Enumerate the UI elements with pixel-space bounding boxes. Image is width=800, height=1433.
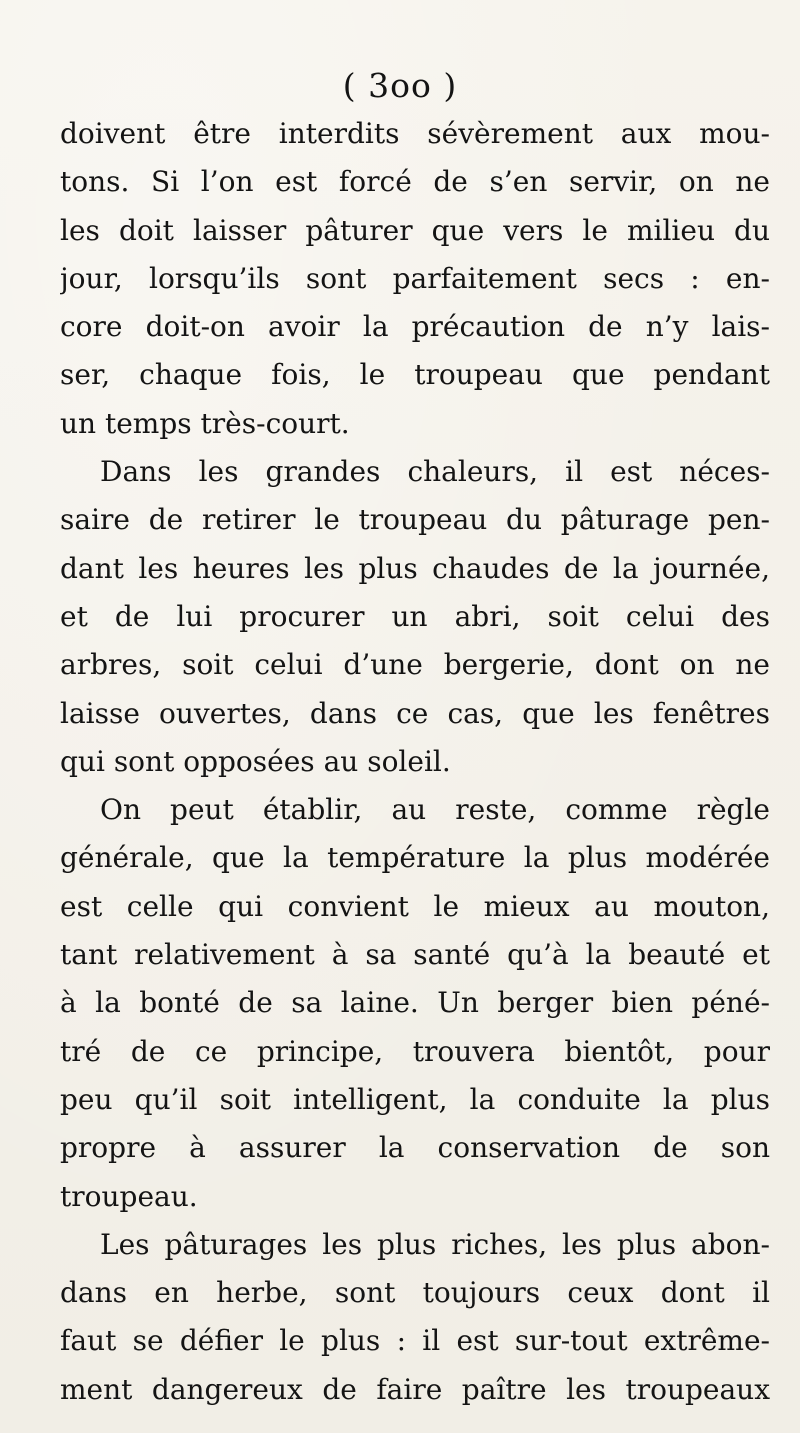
text-line: les doit laisser pâturer que vers le milieu du	[60, 213, 770, 247]
text-line: peu qu’il soit intelligent, la conduite la plus	[60, 1082, 770, 1116]
text-line: est celle qui convient le mieux au mouton,	[60, 889, 770, 923]
text-line: à la bonté de sa laine. Un berger bien péné-	[60, 986, 770, 1020]
text-line: propre à assurer la conservation de son	[60, 1131, 770, 1165]
text-line: arbres, soit celui d’une bergerie, dont on ne	[60, 648, 770, 682]
text-line: faut se défier le plus : il est sur-tout extrême-	[60, 1324, 770, 1358]
text-line: tant relativement à sa santé qu’à la beauté et	[60, 938, 770, 972]
text-line: tré de ce principe, trouvera bientôt, pour	[60, 1034, 770, 1068]
text-line: dant les heures les plus chaudes de la journée,	[60, 551, 770, 585]
text-line: qui sont opposées au soleil.	[60, 744, 451, 778]
text-line: core doit-on avoir la précaution de n’y lais-	[60, 310, 770, 344]
text-line: un temps très-court.	[60, 406, 350, 440]
text-line: tons. Si l’on est forcé de s’en servir, on ne	[60, 165, 770, 199]
text-line: laisse ouvertes, dans ce cas, que les fenêtres	[60, 696, 770, 730]
text-line: générale, que la température la plus modérée	[60, 841, 770, 875]
text-line: et de lui procurer un abri, soit celui des	[60, 599, 770, 633]
text-line: jour, lorsqu’ils sont parfaitement secs : en-	[60, 261, 770, 295]
text-line: doivent être interdits sévèrement aux mou-	[60, 117, 770, 150]
text-line: Dans les grandes chaleurs, il est néces-	[100, 455, 770, 489]
page-body-text	[60, 110, 770, 1414]
page-number: ( 3oo )	[342, 66, 458, 105]
text-line: troupeau.	[60, 1179, 198, 1213]
text-line: saire de retirer le troupeau du pâturage pen-	[60, 503, 770, 537]
text-line: ser, chaque fois, le troupeau que pendant	[60, 358, 770, 392]
text-line: ment dangereux de faire paître les troupeaux	[60, 1372, 770, 1406]
text-line: Les pâturages les plus riches, les plus abon-	[100, 1227, 770, 1261]
text-line: dans en herbe, sont toujours ceux dont il	[60, 1276, 770, 1310]
text-line: On peut établir, au reste, comme règle	[100, 793, 770, 827]
